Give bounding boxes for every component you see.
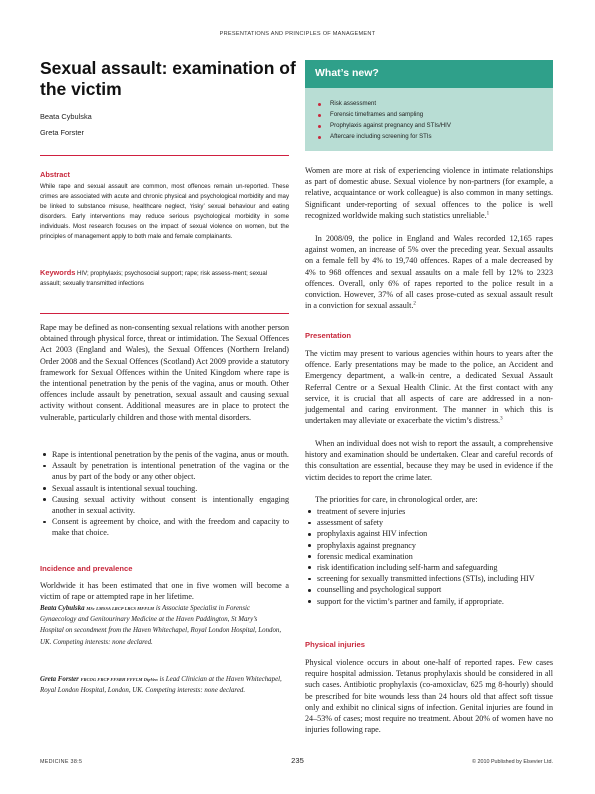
priorities-list	[305, 506, 553, 607]
list-item: Risk assessment	[318, 99, 451, 110]
article-title: Sexual assault: examination of the victim	[40, 58, 296, 99]
paragraph-text: In 2008/09, the police in England and Wales recorded 12,165 rapes against women, an increase of 5% over the preceding year. Sexual assaults on a female fell by 4% to 19,740 offences. Rapes of a male decreased by 4% to 968 offences and sexual assaults on a male fell by 12% to 2323 offences. Overall, only 6% of rapes reported to the police result in a conviction. However, 37% of all cases prose-cuted as sexual assault result in a conviction for sexual assault.	[305, 234, 553, 311]
body-paragraph: Rape may be defined as non-consenting sexual relations with another person obtained through physical force, threat or intimidation. The Sexual Offences Act 2003 (England and Wales), the Sexual Offences (Northern Ireland) Order 2008 and the Sexual Offences (Scotland) Act 2009 provide a statutory framework for Sexual Offences within the United Kingdom where rape is the intentional penetration by the penis of the vagina, anus or mouth. Other offences include assault by penetration, sexual assault and causing sexual activity without consent. Additional measures are in place to protect the vulnerable, particularly children and those with mental disorders.	[40, 323, 289, 422]
list-item: Causing sexual activity without consent is intentionally engaging another in sexual activity.	[40, 494, 289, 516]
list-item: support for the victim’s partner and family, if appropriate.	[305, 596, 553, 607]
author-bio	[40, 603, 282, 648]
section-heading: Incidence and prevalence	[40, 564, 133, 573]
abstract-heading: Abstract	[40, 170, 70, 179]
divider	[40, 313, 289, 314]
bio-qualifications: MSc LMSSA LRCP LRCS MFFLM	[86, 606, 155, 611]
list-item: Consent is agreement by choice, and with the freedom and capacity to make that choice.	[40, 516, 289, 538]
citation-ref: 2	[413, 301, 416, 307]
list-item: counselling and psychological support	[305, 584, 553, 595]
paragraph-text: Women are more at risk of experiencing violence in intimate relationships as part of domestic abuse. Sexual violence by non-partners (for example, a relative, acquaintance or work colleague) is also common in many settings. Significant under-reporting of sexual offences to the police is well recognized worldwide making such statistics unreliable.	[305, 166, 553, 220]
author-name: Greta Forster	[40, 128, 84, 137]
list-item: Sexual assault is intentional sexual touching.	[40, 483, 289, 494]
definitions-list	[40, 449, 289, 539]
footer-journal: MEDICINE 38:5	[40, 759, 83, 765]
divider	[40, 155, 289, 156]
bio-name: Beata Cybulska	[40, 605, 85, 612]
list-item: Forensic timeframes and sampling	[318, 110, 451, 121]
whats-new-list	[318, 99, 451, 143]
body-paragraph	[305, 233, 553, 311]
running-header: PRESENTATIONS AND PRINCIPLES OF MANAGEMENT	[219, 31, 376, 37]
bio-text: is Lead Clinician at the Haven Whitechapel, Royal London Hospital, London, UK. Competing interests: none declared.	[40, 676, 282, 695]
list-item: Rape is intentional penetration by the penis of the vagina, anus or mouth.	[40, 449, 289, 460]
body-paragraph: The priorities for care, in chronological order, are:	[315, 495, 478, 504]
page-number: 235	[291, 756, 304, 765]
citation-ref: 3	[500, 416, 503, 422]
list-item: Prophylaxis against pregnancy and STIs/HIV	[318, 121, 451, 132]
list-item: forensic medical examination	[305, 551, 553, 562]
author-name: Beata Cybulska	[40, 112, 92, 121]
body-paragraph	[305, 348, 553, 426]
keywords-text: HIV; prophylaxis; psychosocial support; rape; risk assess-ment; sexual assault; sexually transmitted infections	[40, 270, 268, 287]
section-heading: Physical injuries	[305, 640, 365, 649]
bio-text: is Associate Specialist in Forensic Gynaecology and Genitourinary Medicine at the Haven Paddington, St Mary’s Hospital on secondment from the Haven Whitechapel, Royal London Hospital, London, UK. Competing interests: none declared.	[40, 605, 282, 646]
body-paragraph: Physical violence occurs in about one-half of reported rapes. Few cases require hospital admission. Tetanus prophylaxis should be considered in all such cases. Antibiotic prophylaxis (co-amoxiclav, 625 mg 8-hourly) should be prescribed for bite wounds less than 24 hours old that affect soft tissue only and exhibit no clinical signs of infection. Genital injuries are found in 24–53% of cases; most require no treatment. About 20% of women have no injuries following rape.	[305, 658, 553, 735]
keywords-label: Keywords	[40, 268, 76, 277]
list-item: prophylaxis against pregnancy	[305, 540, 553, 551]
keywords	[40, 268, 289, 289]
whats-new-title: What’s new?	[315, 67, 379, 79]
body-paragraph: When an individual does not wish to report the assault, a comprehensive history and examination should be undertaken. Clear and careful records of this consultation are essential, because they may be used in evidence if the victim decides to report the crime later.	[305, 439, 553, 482]
body-paragraph	[305, 165, 553, 221]
bio-name: Greta Forster	[40, 676, 79, 683]
list-item: assessment of safety	[305, 517, 553, 528]
bio-qualifications: FRCOG FRCP FFSRH FFFLM DipVen	[80, 677, 158, 682]
section-heading: Presentation	[305, 331, 351, 340]
citation-ref: 1	[486, 211, 490, 217]
list-item: prophylaxis against HIV infection	[305, 528, 553, 539]
list-item: Assault by penetration is intentional penetration of the vagina or the anus by part of the body or any other object.	[40, 460, 289, 482]
footer-copyright: © 2010 Published by Elsevier Ltd.	[472, 759, 553, 765]
author-bio	[40, 674, 282, 696]
abstract-text: While rape and sexual assault are common, most offences remain un-reported. These crimes are associated with acute and chronic physical and psychological morbidity and may be linked to substance misuse, healthcare neglect, ‘risky’ sexual behaviour and eating disorders. Early interventions may reduce serious psychological morbidity in some individuals. Most research focuses on the impact of sexual violence on women, but the principles of management apply to both male and female complainants.	[40, 183, 289, 240]
list-item: treatment of severe injuries	[305, 506, 553, 517]
list-item: risk identification including self-harm and safeguarding	[305, 562, 553, 573]
list-item: screening for sexually transmitted infections (STIs), including HIV	[305, 573, 553, 584]
paragraph-text: The victim may present to various agencies within hours to years after the offence. Early presentations may be made to the police, an Accident and Emergency department, a walk-in centre, a dedicated Sexual Assault Referral Centre or a Sexual Health Clinic. At the first contact with any service, it is crucial that all aspects of care are addressed in a non-judgemental and caring environment. The manner in which this is undertaken may alleviate or exacerbate the victim’s distress.	[305, 349, 553, 426]
list-item: Aftercare including screening for STIs	[318, 132, 451, 143]
body-paragraph: Worldwide it has been estimated that one in five women will become a victim of rape or attempted rape in her lifetime.	[40, 581, 289, 602]
